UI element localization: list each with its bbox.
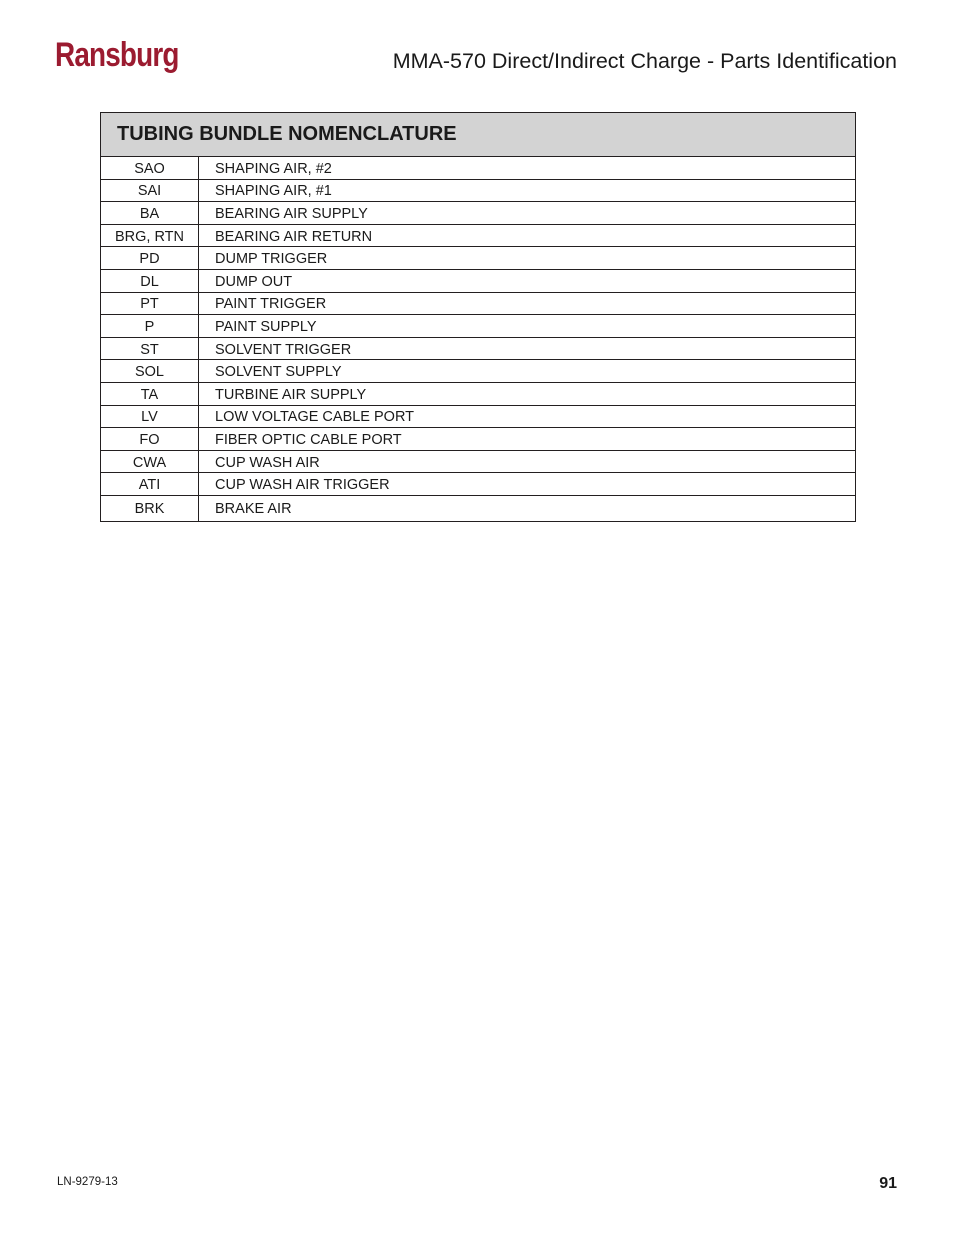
row-code: FO (101, 428, 199, 450)
table-row (101, 473, 855, 496)
row-code: CWA (101, 451, 199, 473)
row-code: BRK (101, 496, 199, 521)
table-header (101, 113, 855, 157)
row-description: PAINT SUPPLY (215, 318, 317, 335)
row-description: FIBER OPTIC CABLE PORT (215, 431, 402, 448)
table-row (101, 270, 855, 293)
page-number: 91 (879, 1175, 897, 1192)
row-description: BEARING AIR RETURN (215, 228, 373, 245)
table-body (101, 157, 855, 521)
row-code: ATI (101, 473, 199, 495)
table-row (101, 360, 855, 383)
row-description: LOW VOLTAGE CABLE PORT (215, 409, 415, 426)
row-description: TURBINE AIR SUPPLY (215, 386, 367, 403)
row-code: BA (101, 202, 199, 224)
nomenclature-table (100, 112, 856, 522)
brand-logo: Ransburg (55, 36, 179, 74)
document-number: LN-9279-13 (57, 1176, 118, 1188)
table-row (101, 406, 855, 429)
row-code: SAO (101, 157, 199, 179)
row-description: DUMP TRIGGER (215, 251, 328, 268)
table-row (101, 451, 855, 474)
row-description: SOLVENT TRIGGER (215, 341, 352, 358)
row-code: LV (101, 406, 199, 428)
table-row (101, 428, 855, 451)
table-row (101, 496, 855, 521)
table-row (101, 247, 855, 270)
row-description: SHAPING AIR, #2 (215, 160, 332, 177)
table-title: TUBING BUNDLE NOMENCLATURE (117, 123, 457, 145)
table-row (101, 157, 855, 180)
row-description: SOLVENT SUPPLY (215, 364, 342, 381)
row-code: TA (101, 383, 199, 405)
row-description: CUP WASH AIR (215, 454, 320, 471)
row-code: BRG, RTN (101, 225, 199, 247)
row-description: BEARING AIR SUPPLY (215, 205, 368, 222)
row-code: P (101, 315, 199, 337)
row-description: CUP WASH AIR TRIGGER (215, 477, 390, 494)
row-code: PD (101, 247, 199, 269)
row-description: DUMP OUT (215, 273, 293, 290)
table-row (101, 383, 855, 406)
row-code: ST (101, 338, 199, 360)
row-description: BRAKE AIR (215, 501, 292, 518)
table-row (101, 315, 855, 338)
row-code: DL (101, 270, 199, 292)
table-row (101, 180, 855, 203)
page-title: MMA-570 Direct/Indirect Charge - Parts Identification (392, 49, 897, 73)
table-row (101, 225, 855, 248)
row-description: PAINT TRIGGER (215, 296, 327, 313)
table-row (101, 202, 855, 225)
row-code: SAI (101, 180, 199, 202)
row-code: PT (101, 293, 199, 315)
table-row (101, 293, 855, 316)
table-row (101, 338, 855, 361)
row-code: SOL (101, 360, 199, 382)
row-description: SHAPING AIR, #1 (215, 183, 332, 200)
